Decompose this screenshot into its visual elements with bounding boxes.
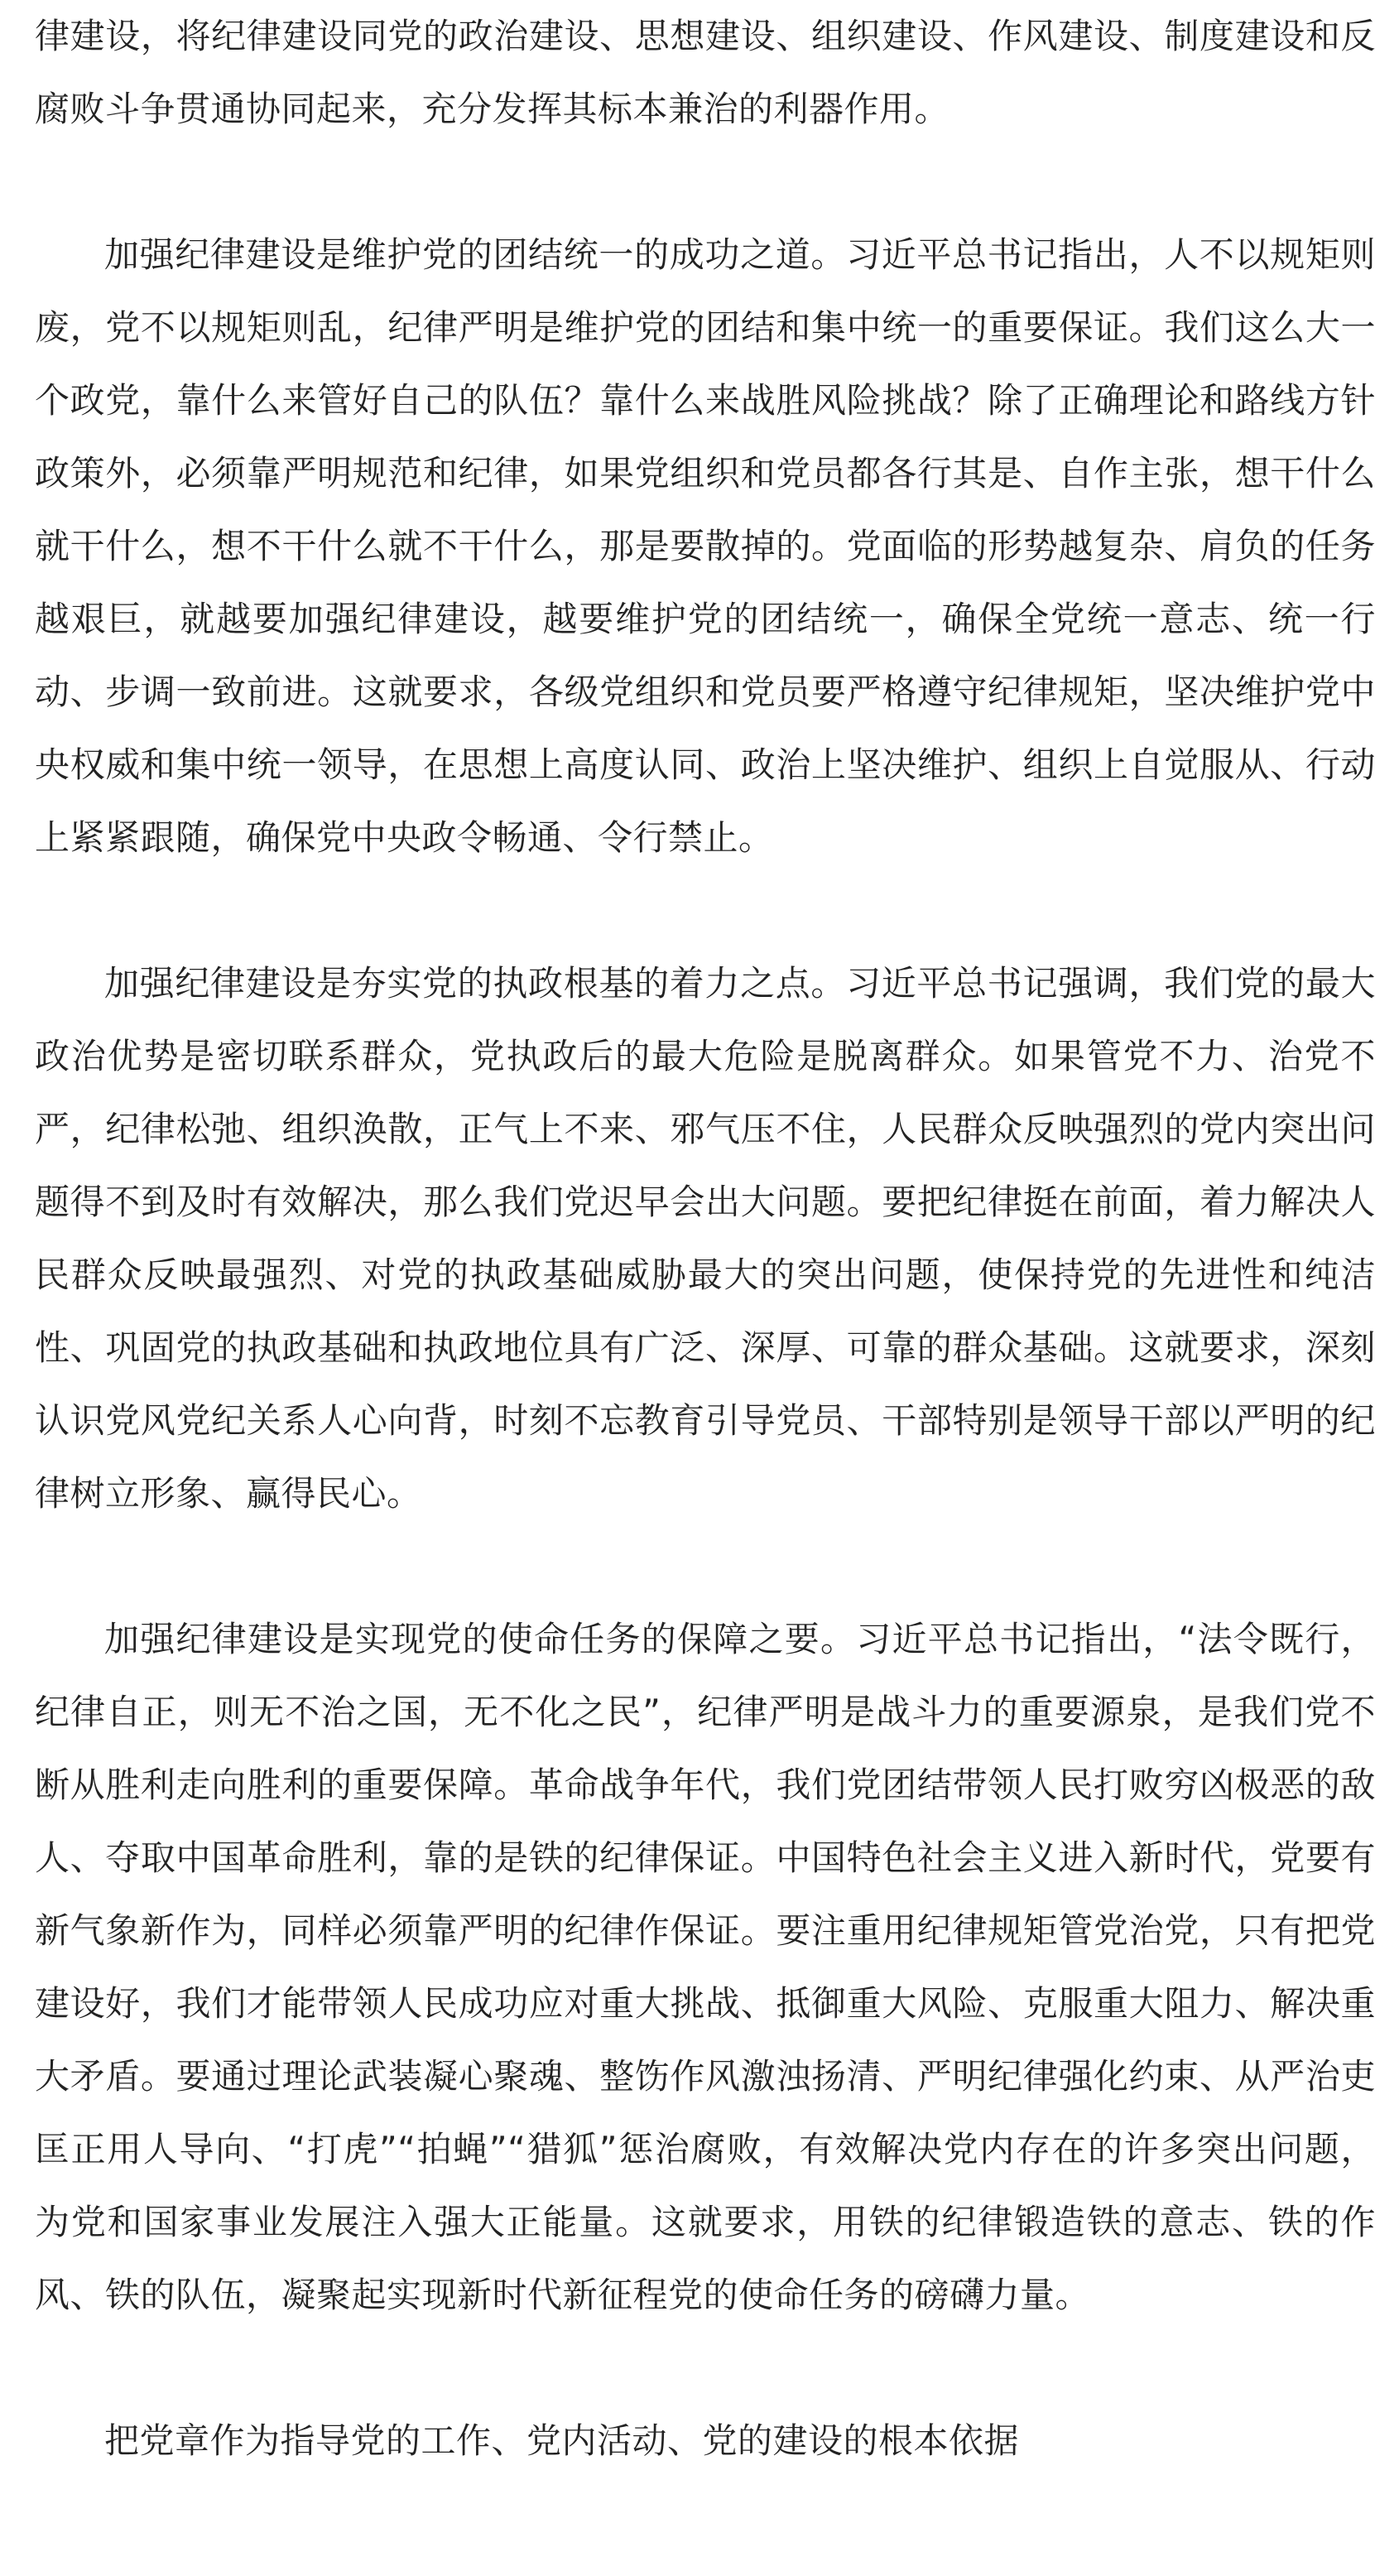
paragraph-gap bbox=[35, 1530, 1376, 1603]
paragraph-gap bbox=[35, 2332, 1376, 2405]
section-heading: 把党章作为指导党的工作、党内活动、党的建设的根本依据 bbox=[104, 2420, 1020, 2461]
paragraph-foundation: 加强纪律建设是夯实党的执政根基的着力之点。习近平总书记强调，我们党的最大政治优势是密切联系群众，党执政后的最大危险是脱离群众。如果管党不力、治党不严，纪律松弛、组织涣散，正气上不来、邪气压不住，人民群众反映强烈的党内突出问题得不到及时有效解决，那么我们党迟早会出大问题。要把纪律挺在前面，着力解决人民群众反映最强烈、对党的执政基础威胁最大的突出问题，使保持党的先进性和纯洁性、巩固党的执政基础和执政地位具有广泛、深厚、可靠的群众基础。这就要求，深刻认识党风党纪关系人心向背，时刻不忘教育引导党员、干部特别是领导干部以严明的纪律树立形象、赢得民心。 bbox=[35, 963, 1376, 1514]
paragraph-gap bbox=[35, 146, 1376, 219]
paragraph-mission: 加强纪律建设是实现党的使命任务的保障之要。习近平总书记指出，“法令既行，纪律自正，则无不治之国，无不化之民”，纪律严明是战斗力的重要源泉，是我们党不断从胜利走向胜利的重要保障。革命战争年代，我们党团结带领人民打败穷凶极恶的敌人、夺取中国革命胜利，靠的是铁的纪律保证。中国特色社会主义进入新时代，党要有新气象新作为，同样必须靠严明的纪律作保证。要注重用纪律规矩管党治党，只有把党建设好，我们才能带领人民成功应对重大挑战、抵御重大风险、克服重大阻力、解决重大矛盾。要通过理论武装凝心聚魂、整饬作风激浊扬清、严明纪律强化约束、从严治吏匡正用人导向、“打虎”“拍蝇”“猎狐”惩治腐败，有效解决党内存在的许多突出问题，为党和国家事业发展注入强大正能量。这就要求，用铁的纪律锻造铁的意志、铁的作风、铁的队伍，凝聚起实现新时代新征程党的使命任务的磅礴力量。 bbox=[35, 1619, 1376, 2315]
paragraph-continued: 律建设，将纪律建设同党的政治建设、思想建设、组织建设、作风建设、制度建设和反腐败斗争贯通协同起来，充分发挥其标本兼治的利器作用。 bbox=[35, 16, 1376, 129]
paragraph-gap bbox=[35, 874, 1376, 947]
article-body bbox=[35, 0, 1376, 2477]
paragraph-unity: 加强纪律建设是维护党的团结统一的成功之道。习近平总书记指出，人不以规矩则废，党不以规矩则乱，纪律严明是维护党的团结和集中统一的重要保证。我们这么大一个政党，靠什么来管好自己的队伍？靠什么来战胜风险挑战？除了正确理论和路线方针政策外，必须靠严明规范和纪律，如果党组织和党员都各行其是、自作主张，想干什么就干什么，想不干什么就不干什么，那是要散掉的。党面临的形势越复杂、肩负的任务越艰巨，就越要加强纪律建设，越要维护党的团结统一，确保全党统一意志、统一行动、步调一致前进。这就要求，各级党组织和党员要严格遵守纪律规矩，坚决维护党中央权威和集中统一领导，在思想上高度认同、政治上坚决维护、组织上自觉服从、行动上紧紧跟随，确保党中央政令畅通、令行禁止。 bbox=[35, 234, 1376, 858]
